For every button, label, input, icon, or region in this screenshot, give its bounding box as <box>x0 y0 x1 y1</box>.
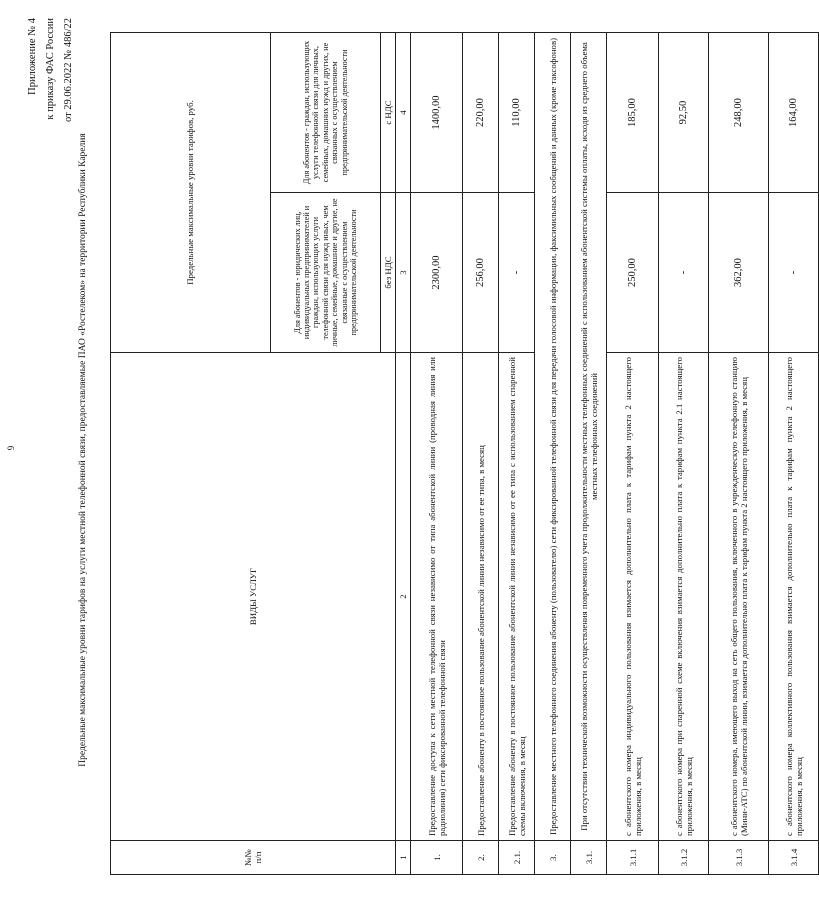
header-services: ВИДЫ УСЛУГ <box>111 353 396 841</box>
col-number-2: 2 <box>396 353 411 841</box>
row-price-no-vat: 2300,00 <box>411 193 463 353</box>
row-service-text: с абонентского номера индивидуального пользования взимается дополнительно плата к тарифам пункта 2 настоящего приложения, в месяц <box>607 353 659 841</box>
row-number: 3. <box>535 841 571 875</box>
table-row <box>411 33 463 875</box>
row-number: 3.1.4 <box>769 841 819 875</box>
row-service-text: с абонентского номера коллективного пользования взимается дополнительно плата к тарифам пункта 2 настоящего приложения, в месяц <box>769 353 819 841</box>
col-number-1: 1 <box>396 841 411 875</box>
appendix-order: к приказу ФАС России <box>45 18 56 120</box>
section-row <box>571 33 607 875</box>
row-price-no-vat: 256,00 <box>463 193 499 353</box>
section-text: При отсутствии технической возможности осуществления повременного учета продолжительности местных телефонных соединений с использованием абонентской системы оплаты, исходя из среднего объема местных телефонных соединений <box>571 33 607 841</box>
header-citizens: Для абонентов - граждан, использующих услуги телефонной связи для личных, семейных, домашних нужд и других, не связанных с осуществлением предпринимательской деятельности <box>271 33 381 193</box>
row-service-text: Предоставление абоненту в постоянное пользование абонентской линии независимо от ее типа, в месяц <box>463 353 499 841</box>
row-number: 2.1. <box>499 841 535 875</box>
row-price-with-vat: 92,50 <box>659 33 709 193</box>
row-price-no-vat: - <box>769 193 819 353</box>
table-header-row <box>111 33 271 875</box>
row-number: 3.1.3 <box>709 841 769 875</box>
row-price-with-vat: 248,00 <box>709 33 769 193</box>
section-row <box>535 33 571 875</box>
page-number: 9 <box>6 445 16 451</box>
col-number-3: 3 <box>396 193 411 353</box>
row-service-text: Предоставление доступа к сети местной телефонной связи независимо от типа абонентской линии (проводная линия или радиолиния) сети фиксированной телефонной связи <box>411 353 463 841</box>
header-legal-entities: Для абонентов - юридических лиц, индивидуальных предпринимателей и граждан, использующих услуги телефонной связи для нужд иных, чем личные, семейные, домашние и другие, не связанные с осуществлением предпринимательской деятельности <box>271 193 381 353</box>
header-with-vat: с НДС <box>381 33 396 193</box>
column-number-row <box>396 33 411 875</box>
row-service-text: с абонентского номера при спаренной схеме включения взимается дополнительно плата к тарифам пункта 2.1 настоящего приложения, в месяц <box>659 353 709 841</box>
appendix-number: Приложение № 4 <box>27 18 38 95</box>
row-price-with-vat: 220,00 <box>463 33 499 193</box>
row-number: 3.1.2 <box>659 841 709 875</box>
row-price-no-vat: 362,00 <box>709 193 769 353</box>
header-max-levels: Предельные максимальные уровни тарифов, руб. <box>111 33 271 353</box>
row-service-text: Предоставление абоненту в постоянное пользование абонентской линии независимо от ее типа с использованием спаренной схемы включения, в месяц <box>499 353 535 841</box>
header-num: №№ п/п <box>111 841 396 875</box>
document-title: Предельные максимальные уровни тарифов на услуги местной телефонной связи, предоставляемые ПАО «Ростелеком» на территории Республики Карелия <box>78 133 88 767</box>
row-price-with-vat: 110,00 <box>499 33 535 193</box>
row-price-with-vat: 1400,00 <box>411 33 463 193</box>
col-number-4: 4 <box>396 33 411 193</box>
row-price-no-vat: - <box>659 193 709 353</box>
row-price-with-vat: 164,00 <box>769 33 819 193</box>
table-row <box>499 33 535 875</box>
header-no-vat: без НДС <box>381 193 396 353</box>
table-row <box>769 33 819 875</box>
table-row <box>607 33 659 875</box>
row-price-no-vat: 250,00 <box>607 193 659 353</box>
row-number: 3.1. <box>571 841 607 875</box>
table-row <box>463 33 499 875</box>
appendix-date: от 29.06.2022 № 486/22 <box>63 18 74 123</box>
row-number: 3.1.1 <box>607 841 659 875</box>
table-row <box>659 33 709 875</box>
row-number: 2. <box>463 841 499 875</box>
row-service-text: с абонентского номера, имеющего выход на сеть общего пользования, включенного в учрежденческую телефонную станцию (Мини-АТС) по абонентской линии, взимается дополнительно плата к тарифам пункта 2 настоящего приложения, в месяц <box>709 353 769 841</box>
row-price-no-vat: - <box>499 193 535 353</box>
row-number: 1. <box>411 841 463 875</box>
table-row <box>709 33 769 875</box>
row-price-with-vat: 185,00 <box>607 33 659 193</box>
section-text: Предоставление местного телефонного соединения абоненту (пользователю) сети фиксированной телефонной связи для передачи голосовой информации, факсимильных сообщений и данных (кроме таксофонов) <box>535 33 571 841</box>
tariff-table <box>110 32 819 875</box>
